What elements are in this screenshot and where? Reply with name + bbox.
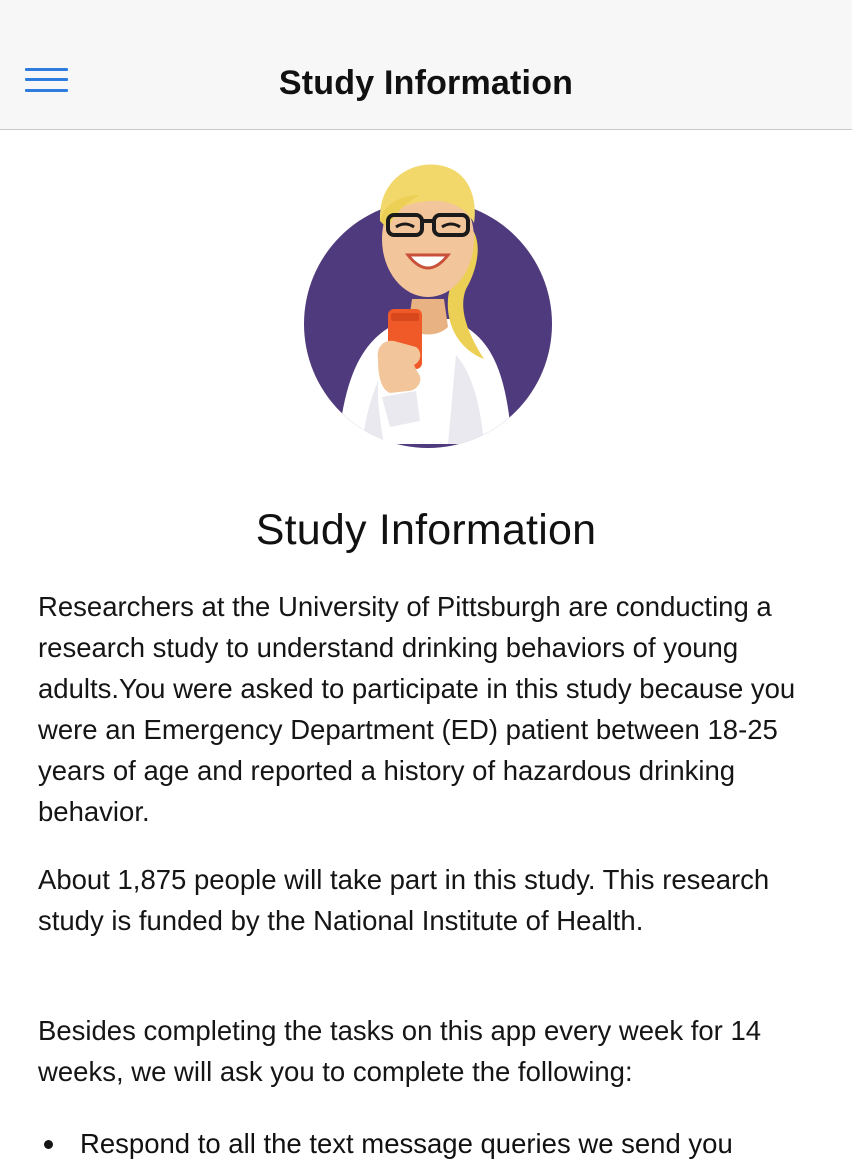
list-item [38, 1123, 838, 1164]
nav-title: Study Information [278, 64, 574, 102]
bullet-icon [44, 1140, 53, 1149]
list-item-text: Respond to all the text message queries we send you [80, 1128, 733, 1159]
page-heading: Study Information [255, 506, 597, 554]
participants-paragraph: About 1,875 people will take part in this study. This research study is funded by the National Institute of Health. [38, 864, 770, 936]
task-list [38, 1123, 838, 1164]
woman-with-phone-illustration [298, 159, 558, 444]
scroll-content[interactable] [0, 131, 852, 1159]
navigation-bar [0, 0, 852, 130]
tasks-paragraph: Besides completing the tasks on this app every week for 14 weeks, we will ask you to complete the following: [38, 1015, 762, 1087]
intro-paragraph: Researchers at the University of Pittsburgh are conducting a research study to understand drinking behaviors of young adults.You were asked to participate in this study because you were an Emergency Department (ED) patient between 18-25 years of age and reported a history of hazardous drinking behavior. [38, 591, 796, 827]
